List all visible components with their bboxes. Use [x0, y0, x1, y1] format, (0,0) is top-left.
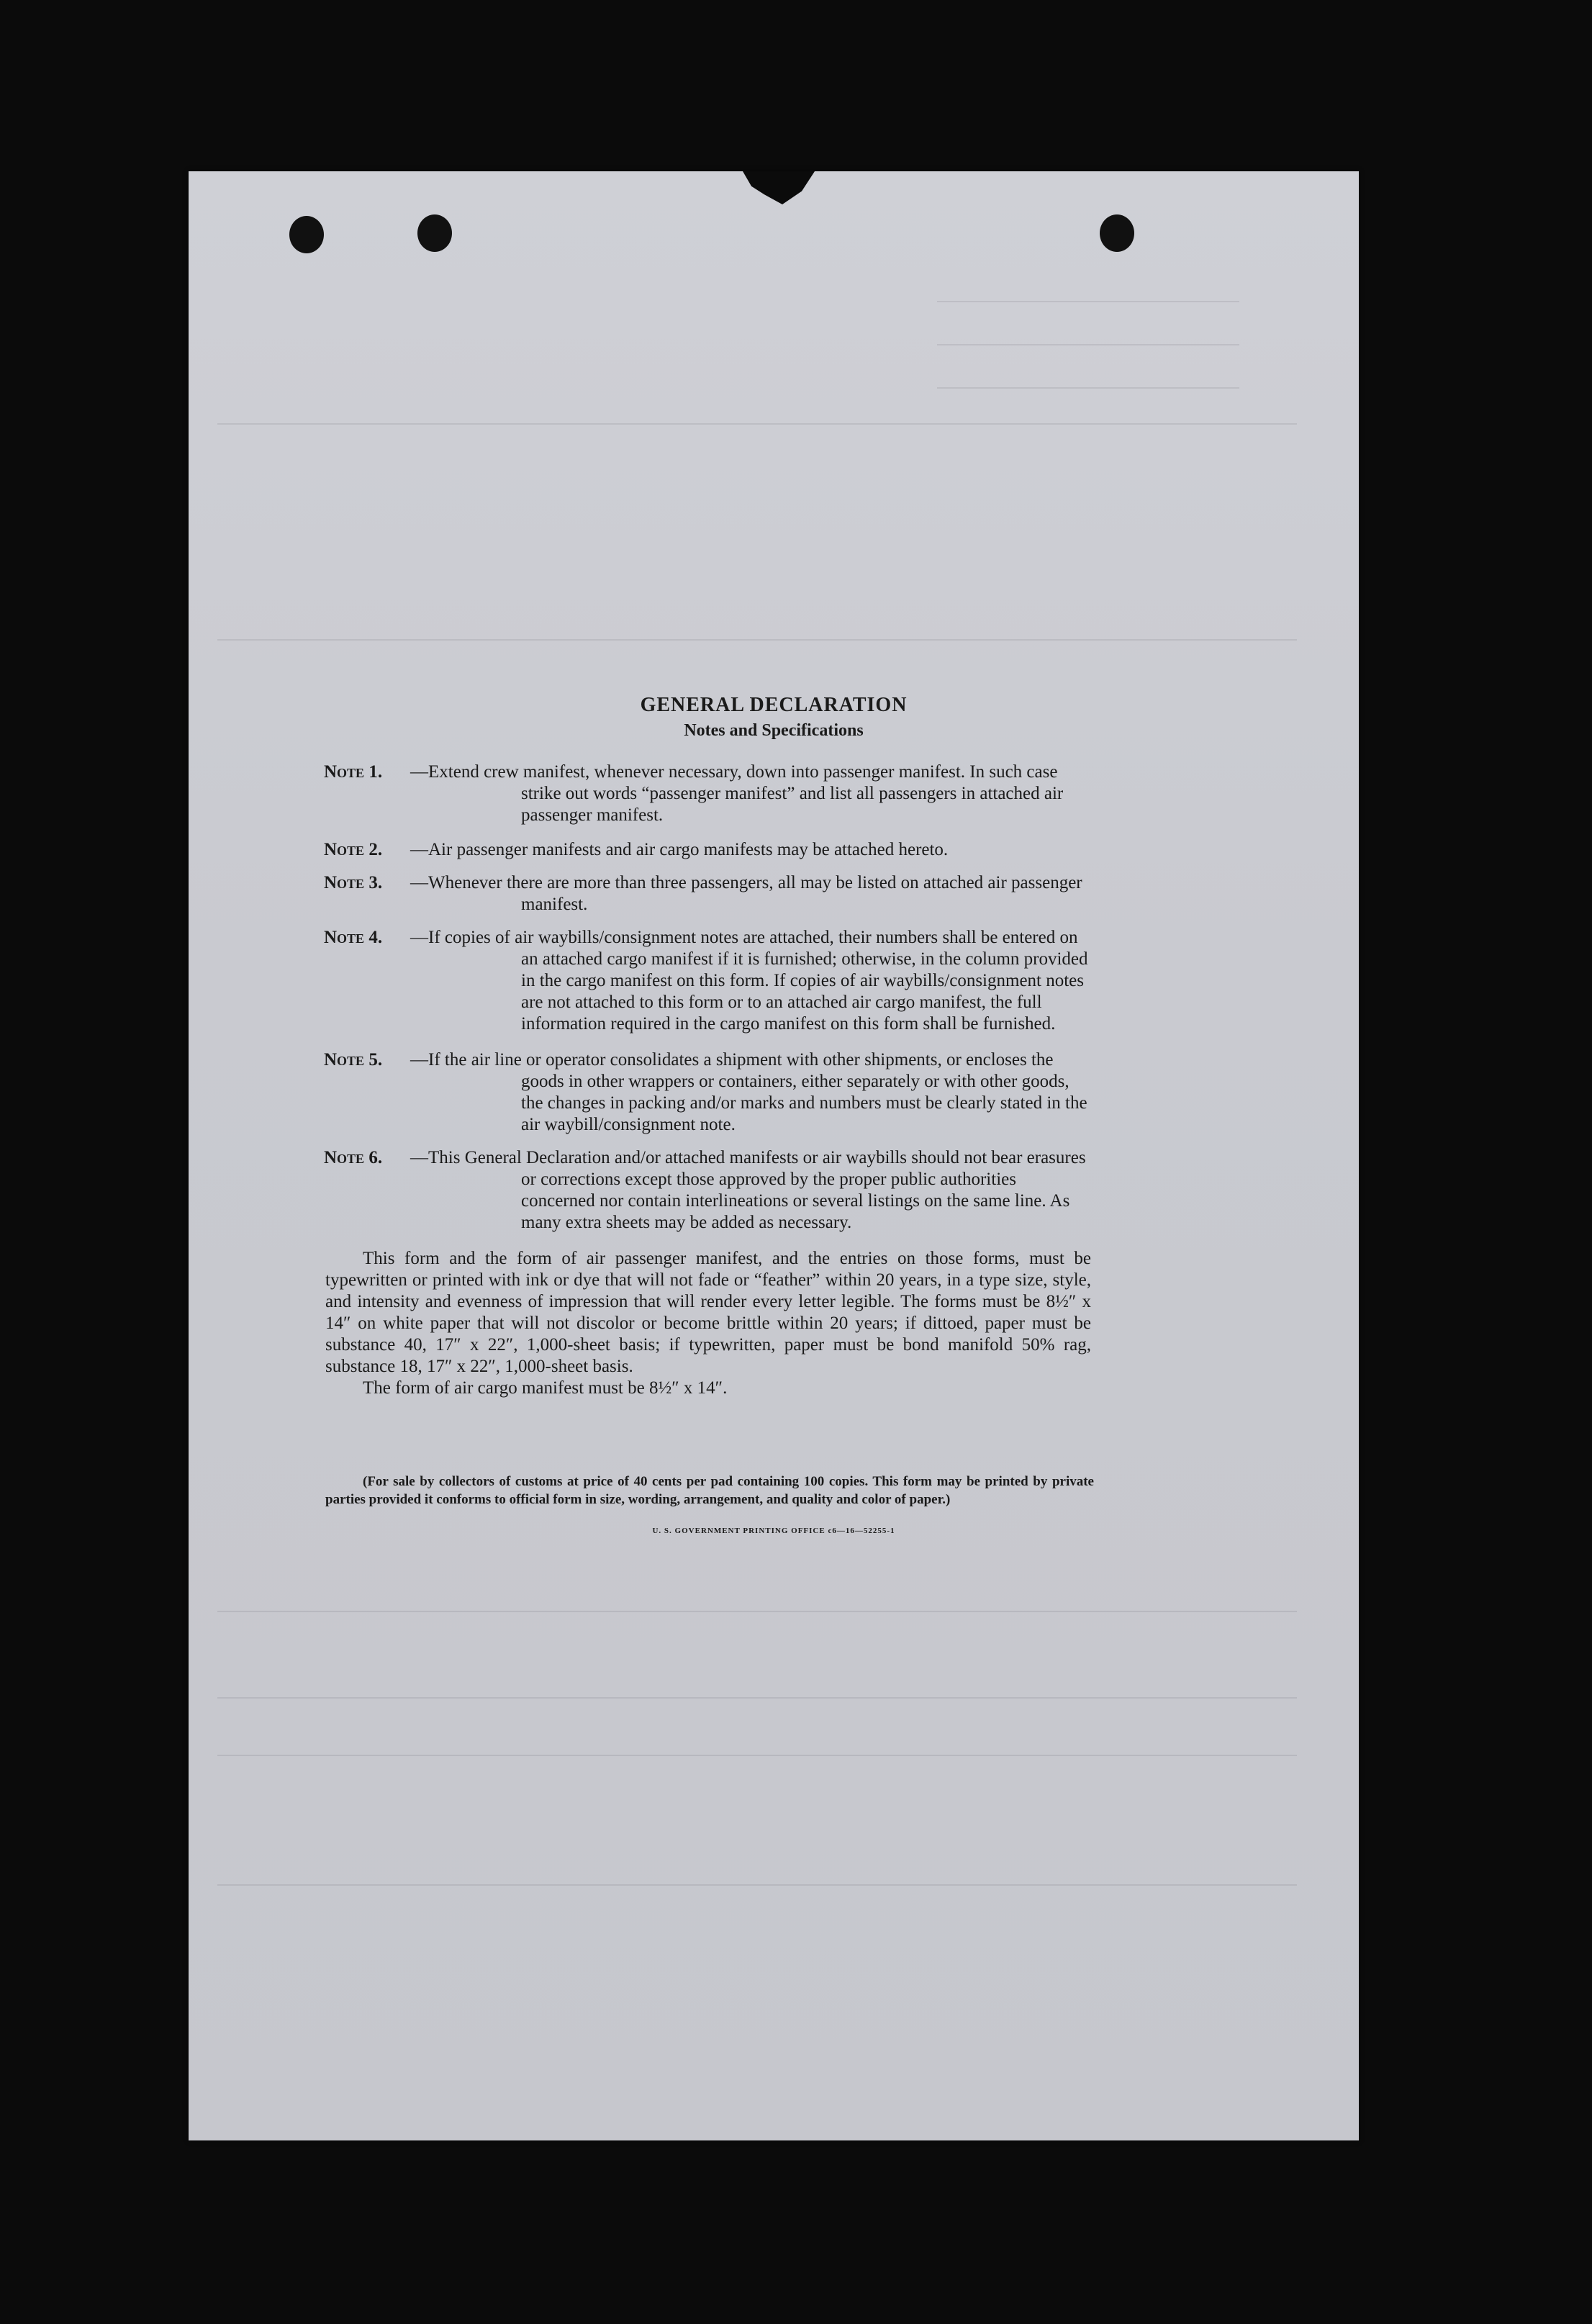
note-label: Note 6. — [324, 1148, 383, 1167]
document-subtitle: Notes and Specifications — [684, 721, 864, 740]
note-label: Note 1. — [324, 762, 383, 782]
punch-hole-right — [1100, 214, 1134, 252]
paragraph-last-line: The form of air cargo manifest must be 8½″ x 14″. — [363, 1378, 728, 1398]
note-5 — [324, 1049, 1091, 1136]
note-text: —Extend crew manifest, whenever necessary, down into passenger manifest. In such case strike out words “passenger manifest” and list all passengers in attached air passenger manifest. — [410, 762, 1064, 825]
document-title: GENERAL DECLARATION — [640, 694, 908, 716]
note-label: Note 4. — [324, 928, 383, 947]
note-1 — [324, 761, 1091, 826]
note-text: —This General Declaration and/or attached manifests or air waybills should not bear erasures or corrections except those approved by the proper public authorities concerned nor contain interlineations or several listings on the same line. As many extra sheets may be added as necessary. — [410, 1148, 1086, 1232]
note-6 — [324, 1147, 1091, 1234]
document-sheet — [189, 171, 1359, 2140]
punch-hole-left — [289, 216, 324, 253]
paragraph-text: This form and the form of air passenger manifest, and the entries on those forms, must be typewritten or printed with ink or dye that will not fade or “feather” within 20 years, in a type size, style, and intensity and evenness of impression that will render every letter legible. The forms must be 8½″ x 14″ on white paper that will not discolor or become brittle within 20 years; if dittoed, paper must be substance 40, 17″ x 22″, 1,000-sheet basis; if typewritten, paper must be bond manifold 50% rag, substance 18, 17″ x 22″, 1,000-sheet basis. — [325, 1249, 1091, 1376]
note-text: —If copies of air waybills/consignment notes are attached, their numbers shall be entered on an attached cargo manifest if it is furnished; otherwise, in the column provided in the cargo manifest on this form. If copies of air waybills/consignment notes are not attached to this form or to an attached air cargo manifest, the full information required in the cargo manifest on this form shall be furnished. — [410, 928, 1088, 1034]
note-text: —Whenever there are more than three passengers, all may be listed on attached air passenger manifest. — [410, 873, 1082, 914]
note-text: —If the air line or operator consolidates a shipment with other shipments, or encloses the goods in other wrappers or containers, either separately or with other goods, the changes in packing and/or marks and numbers must be clearly stated in the air waybill/consignment note. — [410, 1050, 1087, 1134]
note-text: —Air passenger manifests and air cargo manifests may be attached hereto. — [410, 840, 949, 859]
note-2 — [324, 839, 1091, 861]
punch-hole-center-left — [417, 214, 452, 252]
note-label: Note 3. — [324, 873, 383, 892]
specifications-paragraph — [325, 1248, 1091, 1399]
note-4 — [324, 927, 1091, 1035]
printer-imprint: U. S. GOVERNMENT PRINTING OFFICE c6—16—52255-1 — [652, 1527, 895, 1535]
sale-notice — [325, 1473, 1094, 1509]
note-label: Note 5. — [324, 1050, 383, 1070]
note-label: Note 2. — [324, 840, 383, 859]
torn-edge — [743, 171, 815, 204]
sale-notice-text: (For sale by collectors of customs at price of 40 cents per pad containing 100 copies. This form may be printed by private parties provided it conforms to official form in size, wording, arrangement, and quality and color of paper.) — [325, 1474, 1094, 1507]
note-3 — [324, 872, 1091, 915]
